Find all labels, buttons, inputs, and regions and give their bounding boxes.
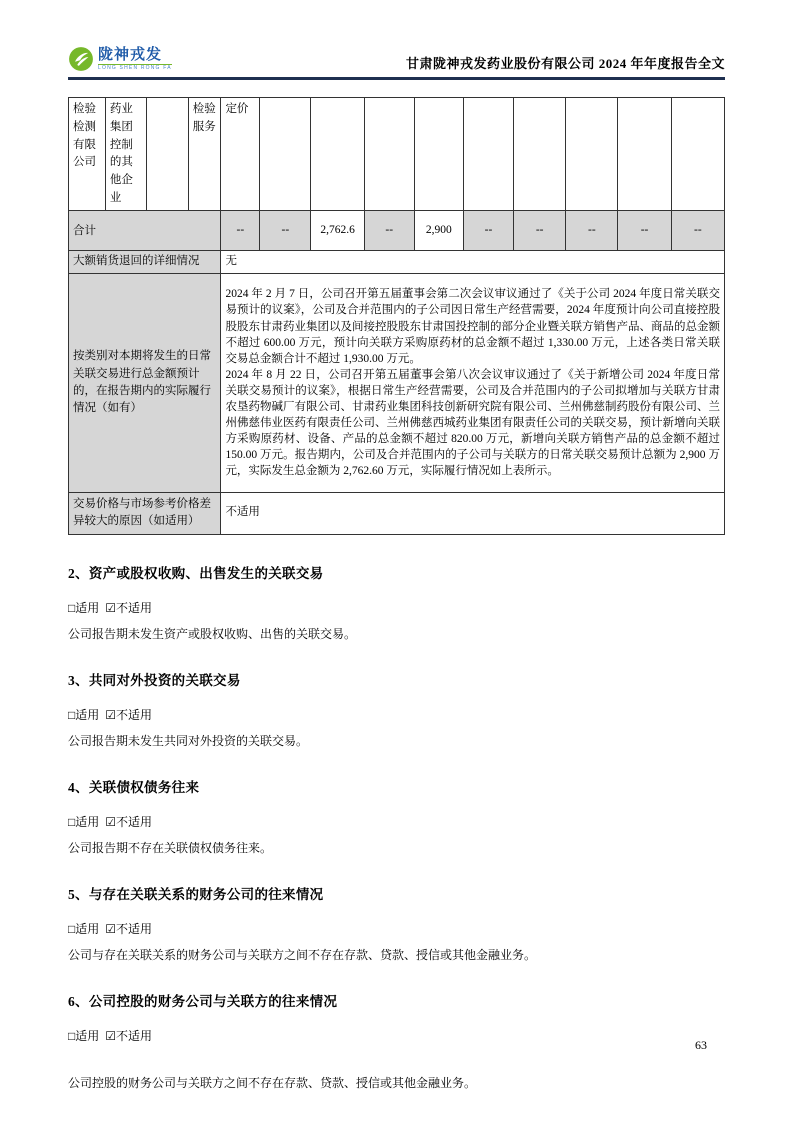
logo-brand-cn: 陇神戎发 — [98, 46, 163, 63]
logo-text — [98, 47, 172, 71]
section-related-finance-company — [68, 883, 725, 963]
cell-empty — [618, 98, 671, 211]
section-heading: 3、共同对外投资的关联交易 — [68, 672, 241, 688]
table-row — [69, 98, 725, 211]
total-value: -- — [463, 210, 513, 250]
checkbox-applicable: □适用 — [68, 814, 100, 829]
cell-empty — [146, 98, 188, 211]
cell-empty — [311, 98, 364, 211]
cell-empty — [514, 98, 566, 211]
applicability-line — [68, 813, 725, 830]
checkbox-applicable: □适用 — [68, 1028, 100, 1043]
section-heading: 4、关联债权债务往来 — [68, 779, 200, 795]
total-value: -- — [260, 210, 311, 250]
performance-paragraph-2: 2024 年 8 月 22 日，公司召开第五届董事会第八次会议审议通过了《关于新增公司 2024 年度日常关联交易预计的议案》，根据日常生产经营需要，公司及合并范围内的子公司拟增加与关联方甘肃农垦药物碱厂有限公司、甘肃药业集团科技创新研究院有限公司、兰州佛慈制药股份有限公司、兰州佛慈伟业医药有限责任公司、兰州佛慈西城药业集团有限责任公司的关联交易，预计新增向关联方采购原药材、设备、产品的总金额不超过 820.00 万元，新增向关联方销售产品的总金额不超过 150.00 万元。报告期内，公司及合并范围内的子公司与关联方的日常关联交易预计总额为 2,900 万元，实际发生总金额为 2,762.60 万元，实际履行情况如上表所示。 — [225, 368, 720, 478]
section-body: 公司与存在关联关系的财务公司与关联方之间不存在存款、贷款、授信或其他金融业务。 — [68, 947, 537, 962]
applicability-line — [68, 599, 725, 616]
cell-empty — [260, 98, 311, 211]
price-diff-row — [69, 492, 725, 534]
returns-row — [69, 250, 725, 273]
page-header — [68, 46, 725, 80]
total-value: -- — [566, 210, 618, 250]
total-value: -- — [221, 210, 260, 250]
applicability-line — [68, 706, 725, 723]
total-value: -- — [364, 210, 414, 250]
logo-brand-en: LONG SHEN RONG FA — [98, 65, 172, 71]
total-value: -- — [618, 210, 671, 250]
performance-row — [69, 273, 725, 492]
section-asset-equity — [68, 562, 725, 642]
section-body: 公司控股的财务公司与关联方之间不存在存款、贷款、授信或其他金融业务。 — [68, 1075, 477, 1090]
section-heading: 6、公司控股的财务公司与关联方的往来情况 — [68, 993, 338, 1009]
checkbox-applicable: □适用 — [68, 600, 100, 615]
total-value: -- — [671, 210, 724, 250]
cell-empty — [566, 98, 618, 211]
total-approved-amount: 2,900 — [414, 210, 463, 250]
cell-empty — [671, 98, 724, 211]
total-label: 合计 — [69, 210, 221, 250]
section-joint-investment — [68, 669, 725, 749]
price-diff-value: 不适用 — [221, 492, 725, 534]
cell-company: 检验检测有限公司 — [69, 98, 106, 211]
cell-pricing: 定价 — [221, 98, 260, 211]
total-value: -- — [514, 210, 566, 250]
logo-bird-icon — [68, 46, 94, 72]
cell-empty — [364, 98, 414, 211]
cell-relation: 药业集团控制的其他企业 — [105, 98, 146, 211]
performance-label: 按类别对本期将发生的日常关联交易进行总金额预计的，在报告期内的实际履行情况（如有） — [69, 273, 221, 492]
performance-paragraph-1: 2024 年 2 月 7 日，公司召开第五届董事会第二次会议审议通过了《关于公司 2024 年度日常关联交易预计的议案》，公司及合并范围内的子公司因日常生产经营需要，2024 年度预计向公司直接控股股股东甘肃药业集团以及间接控股股东甘肃国投控制的部分企业暨关联方销售产品、商品的总金额不超过 600.00 万元，预计向关联方采购原药材的总金额不超过 1,330.00 万元，上述各类日常关联交易总金额合计不超过 1,930.00 万元。 — [225, 288, 720, 365]
cell-empty — [414, 98, 463, 211]
section-body: 公司报告期不存在关联债权债务往来。 — [68, 840, 273, 855]
applicability-line — [68, 1027, 725, 1044]
total-row — [69, 210, 725, 250]
returns-label: 大额销货退回的详细情况 — [69, 250, 221, 273]
section-credit-debt — [68, 776, 725, 856]
document-title: 甘肃陇神戎发药业股份有限公司 2024 年年度报告全文 — [405, 56, 725, 71]
section-body: 公司报告期未发生共同对外投资的关联交易。 — [68, 733, 309, 748]
page-number: 63 — [695, 1038, 707, 1052]
checkbox-not-applicable: ☑不适用 — [105, 814, 153, 829]
company-logo — [68, 46, 172, 72]
checkbox-not-applicable: ☑不适用 — [105, 707, 153, 722]
cell-empty — [463, 98, 513, 211]
checkbox-applicable: □适用 — [68, 707, 100, 722]
checkbox-not-applicable: ☑不适用 — [105, 600, 153, 615]
applicability-line — [68, 920, 725, 937]
cell-service: 检验服务 — [188, 98, 221, 211]
section-controlled-finance-company — [68, 990, 725, 1091]
section-heading: 2、资产或股权收购、出售发生的关联交易 — [68, 565, 324, 581]
section-heading: 5、与存在关联关系的财务公司的往来情况 — [68, 886, 324, 902]
total-actual-amount: 2,762.6 — [311, 210, 364, 250]
performance-value — [221, 273, 725, 492]
checkbox-not-applicable: ☑不适用 — [105, 1028, 153, 1043]
returns-value: 无 — [221, 250, 725, 273]
checkbox-applicable: □适用 — [68, 921, 100, 936]
section-body: 公司报告期未发生资产或股权收购、出售的关联交易。 — [68, 626, 357, 641]
price-diff-label: 交易价格与市场参考价格差异较大的原因（如适用） — [69, 492, 221, 534]
related-party-table — [68, 97, 725, 535]
checkbox-not-applicable: ☑不适用 — [105, 921, 153, 936]
